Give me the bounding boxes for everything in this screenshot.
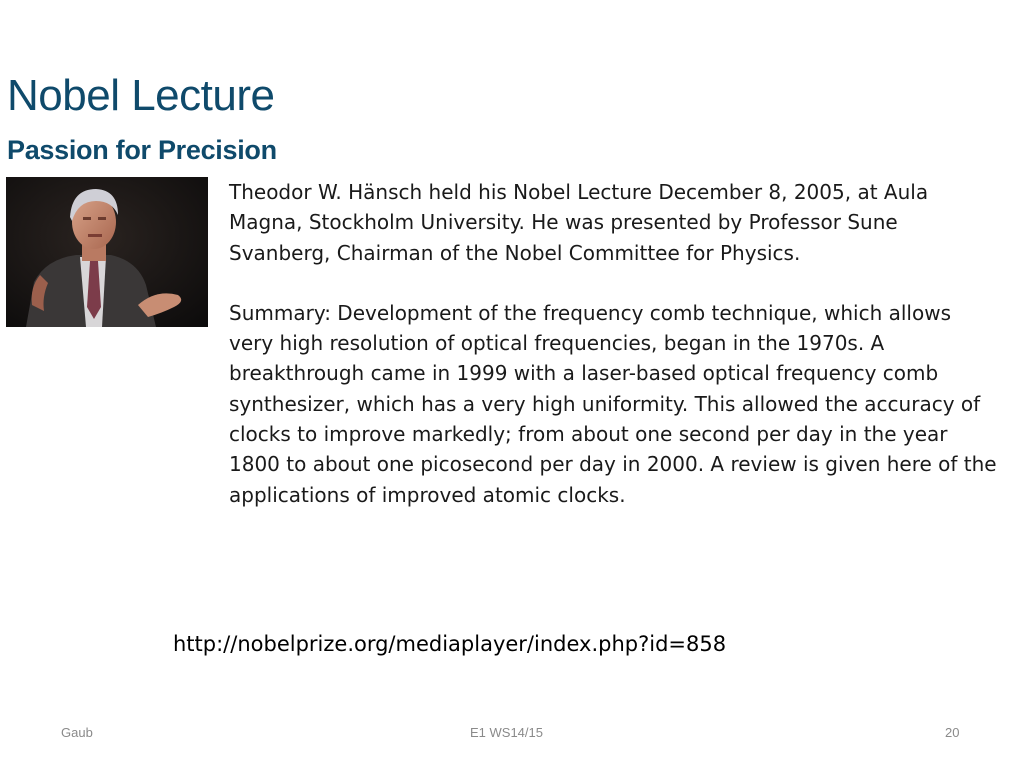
slide-title: Nobel Lecture [7, 71, 275, 120]
footer-author: Gaub [61, 725, 93, 740]
summary-paragraph: Summary: Development of the frequency comb technique, which allows very high resolution of optical frequencies, began in the 1970s. A breakthrough came in 1999 with a laser-based optical frequency comb synthesizer, which has a very high uniformity. This allowed the accuracy of clocks to improve markedly; from about one second per day in the year 1800 to about one picosecond per day in 2000. A review is given here of the applications of improved atomic clocks. [229, 300, 997, 507]
lecture-description [229, 177, 999, 510]
intro-paragraph: Theodor W. Hänsch held his Nobel Lecture December 8, 2005, at Aula Magna, Stockholm University. He was presented by Professor Sune Svanberg, Chairman of the Nobel Committee for Physics. [229, 180, 929, 265]
lecturer-photo [6, 177, 208, 327]
footer-page-number: 20 [945, 725, 960, 740]
media-link[interactable]: http://nobelprize.org/mediaplayer/index.php?id=858 [173, 632, 727, 656]
lecturer-photo-icon [6, 177, 208, 327]
slide-subtitle: Passion for Precision [7, 135, 277, 165]
footer-course: E1 WS14/15 [470, 725, 543, 740]
